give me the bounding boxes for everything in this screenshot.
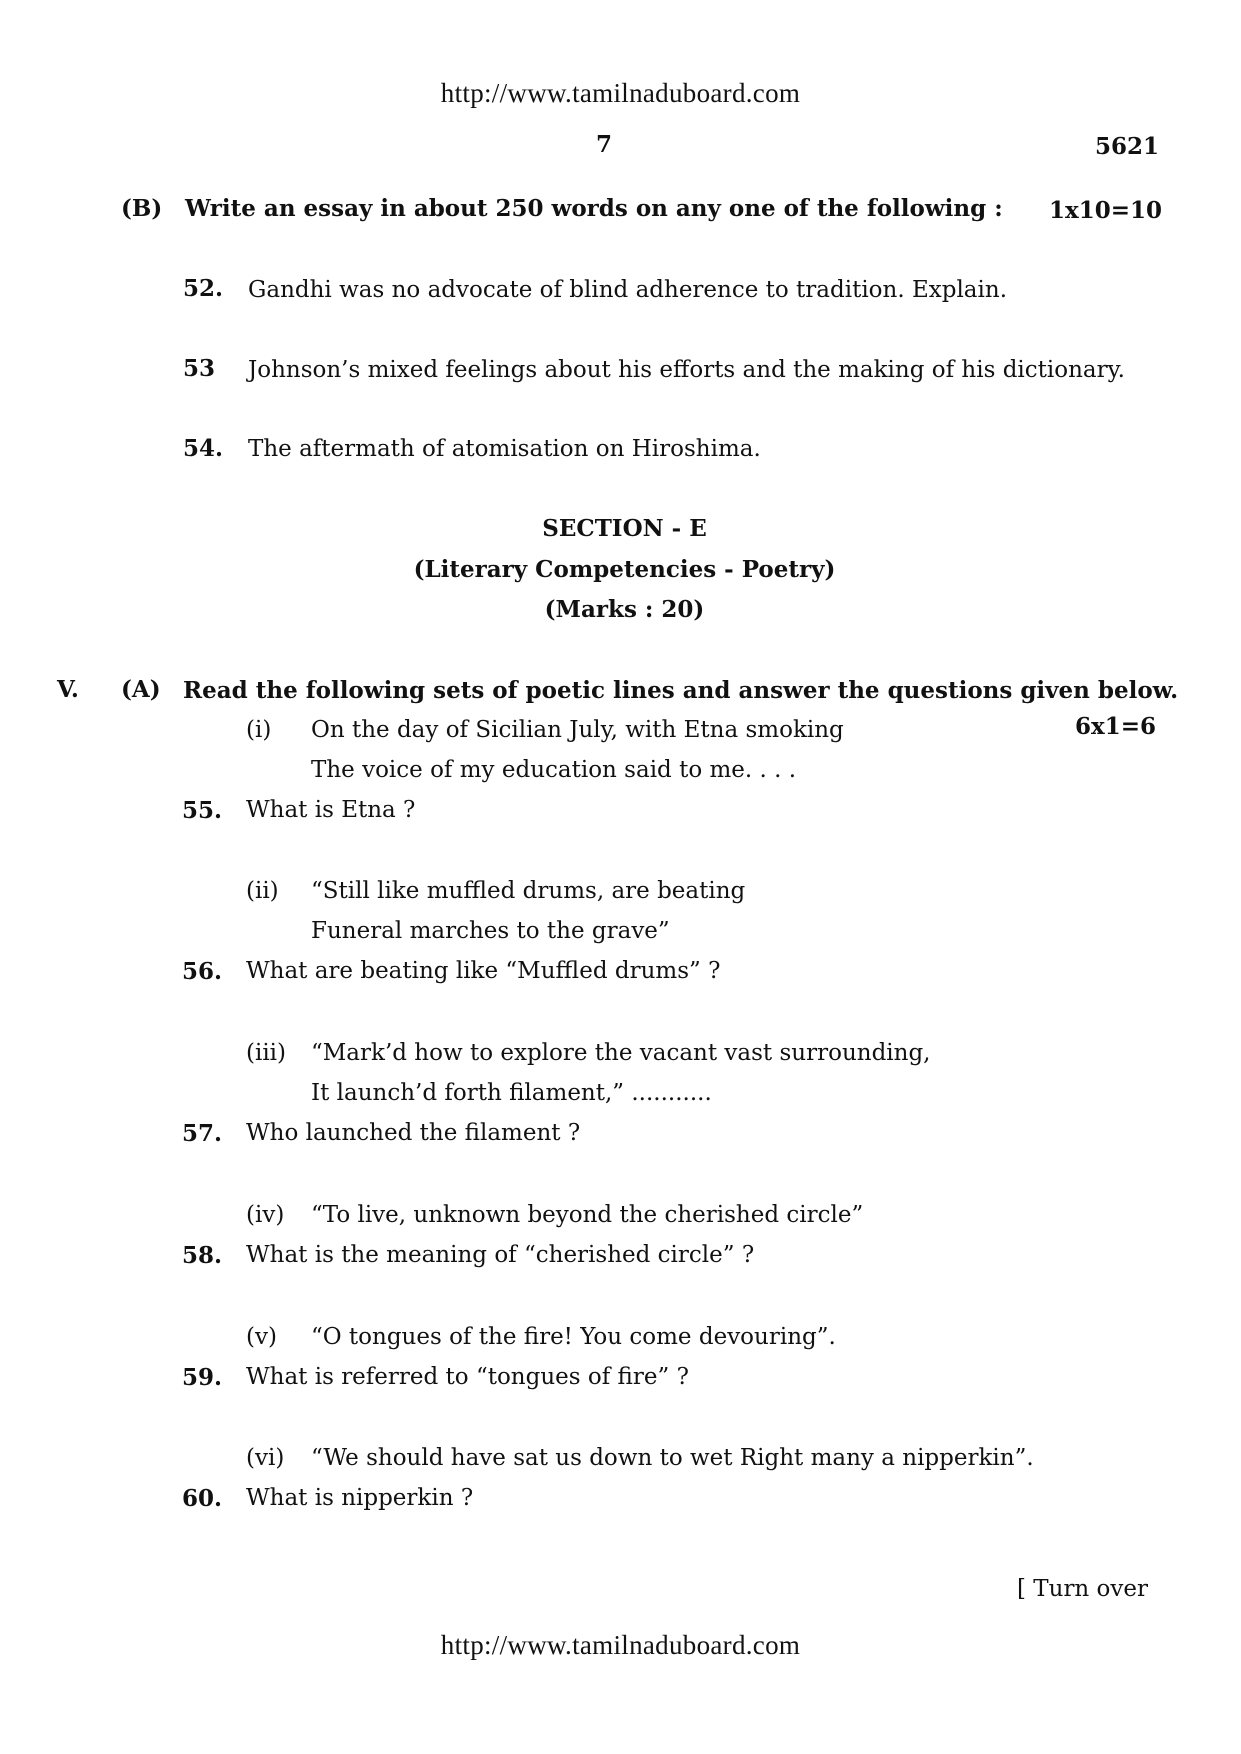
part-b-label: (B) xyxy=(121,195,163,222)
header-url: http://www.tamilnaduboard.com xyxy=(440,78,801,108)
question-number: 54. xyxy=(183,435,224,462)
poem-sub-label: (i) xyxy=(246,717,272,743)
question-text: Johnson’s mixed feelings about his efforts and the making of his dictionary. xyxy=(248,357,1125,383)
question-text: What is nipperkin ? xyxy=(246,1485,474,1511)
question-text: What are beating like “Muffled drums” ? xyxy=(246,958,721,984)
question-number: 56. xyxy=(182,958,223,985)
poem-line: “Still like muffled drums, are beating xyxy=(311,878,746,904)
question-number: 53 xyxy=(183,355,216,382)
page-number: 7 xyxy=(596,131,613,158)
poem-line: “To live, unknown beyond the cherished circle” xyxy=(311,1202,864,1228)
turn-over: [ Turn over xyxy=(1017,1576,1149,1602)
part-b-instruction: Write an essay in about 250 words on any one of the following : xyxy=(185,195,1003,222)
poem-line: The voice of my education said to me. . . . xyxy=(311,757,797,783)
question-text: Who launched the filament ? xyxy=(246,1120,581,1146)
section-title: SECTION - E xyxy=(542,515,707,542)
poem-line: “O tongues of the fire! You come devouring”. xyxy=(311,1324,836,1350)
poem-line: It launch’d forth filament,” ........... xyxy=(311,1080,712,1106)
question-text: Gandhi was no advocate of blind adherence to tradition. Explain. xyxy=(248,277,1007,303)
question-text: What is Etna ? xyxy=(246,797,416,823)
part-v-instruction: Read the following sets of poetic lines and answer the questions given below. xyxy=(183,677,1179,704)
section-subtitle: (Literary Competencies - Poetry) xyxy=(413,556,836,583)
question-text: What is the meaning of “cherished circle” ? xyxy=(246,1242,755,1268)
question-number: 57. xyxy=(182,1120,223,1147)
question-number: 58. xyxy=(182,1242,223,1269)
section-marks: (Marks : 20) xyxy=(544,596,705,623)
poem-sub-label: (iv) xyxy=(246,1202,285,1228)
question-text: The aftermath of atomisation on Hiroshima. xyxy=(248,436,761,462)
part-v-marks: 6x1=6 xyxy=(1075,713,1156,740)
question-number: 52. xyxy=(183,275,224,302)
question-number: 59. xyxy=(182,1364,223,1391)
paper-code: 5621 xyxy=(1095,133,1160,160)
question-text: What is referred to “tongues of fire” ? xyxy=(246,1364,689,1390)
poem-line: On the day of Sicilian July, with Etna smoking xyxy=(311,717,844,743)
poem-line: “We should have sat us down to wet Right many a nipperkin”. xyxy=(311,1445,1034,1471)
part-b-marks: 1x10=10 xyxy=(1049,197,1163,224)
poem-sub-label: (ii) xyxy=(246,878,279,904)
poem-line: Funeral marches to the grave” xyxy=(311,918,670,944)
poem-sub-label: (iii) xyxy=(246,1040,287,1066)
poem-line: “Mark’d how to explore the vacant vast surrounding, xyxy=(311,1040,931,1066)
question-number: 55. xyxy=(182,797,223,824)
part-v-roman: V. xyxy=(57,676,79,703)
question-number: 60. xyxy=(182,1485,223,1512)
part-v-label: (A) xyxy=(121,676,161,703)
poem-sub-label: (v) xyxy=(246,1324,277,1350)
footer-url: http://www.tamilnaduboard.com xyxy=(440,1630,801,1660)
poem-sub-label: (vi) xyxy=(246,1445,285,1471)
